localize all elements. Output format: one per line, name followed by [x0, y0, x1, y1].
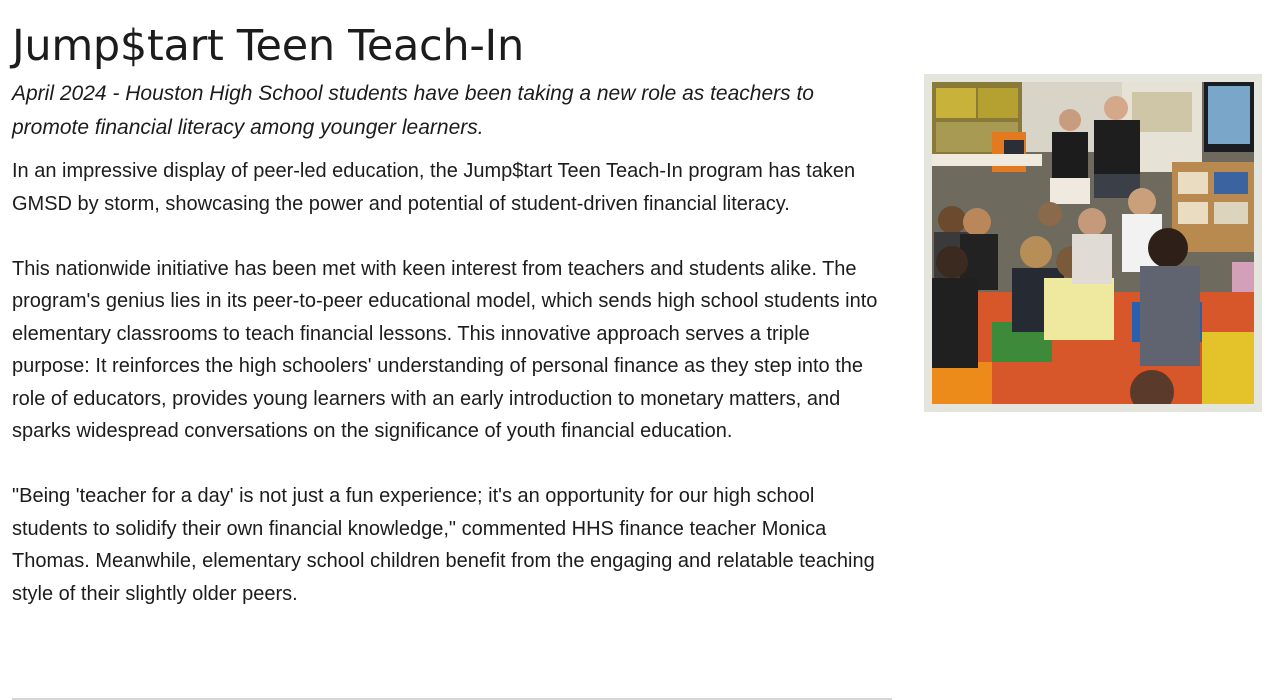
- article-subtitle: April 2024 - Houston High School students have been taking a new role as teachers to promote financial literacy among younger learners.: [12, 82, 814, 139]
- classroom-photo: [932, 82, 1254, 404]
- article-paragraph: This nationwide initiative has been met with keen interest from teachers and students alike. The program's genius lies in its peer-to-peer educational model, which sends high school students into elementary classrooms to teach financial lessons. This innovative approach serves a triple purpose: It reinforces the high schoolers' understanding of personal finance as they step into the role of educators, provides young learners with an early introduction to monetary matters, and sparks widespread conversations on the significance of youth financial education.: [12, 257, 878, 442]
- article-paragraph: In an impressive display of peer-led education, the Jump$tart Teen Teach-In program has taken GMSD by storm, showcasing the power and potential of student-driven financial literacy.: [12, 160, 856, 215]
- article: [12, 18, 892, 610]
- photo-frame: [924, 74, 1262, 412]
- article-body: [12, 155, 892, 610]
- article-title: Jump$tart Teen Teach-In: [12, 21, 524, 71]
- article-paragraph: "Being 'teacher for a day' is not just a fun experience; it's an opportunity for our high school students to solidify their own financial knowledge," commented HHS finance teacher Monica Thomas. Meanwhile, elementary school children benefit from the engaging and relatable teaching style of their slightly older peers.: [12, 485, 875, 605]
